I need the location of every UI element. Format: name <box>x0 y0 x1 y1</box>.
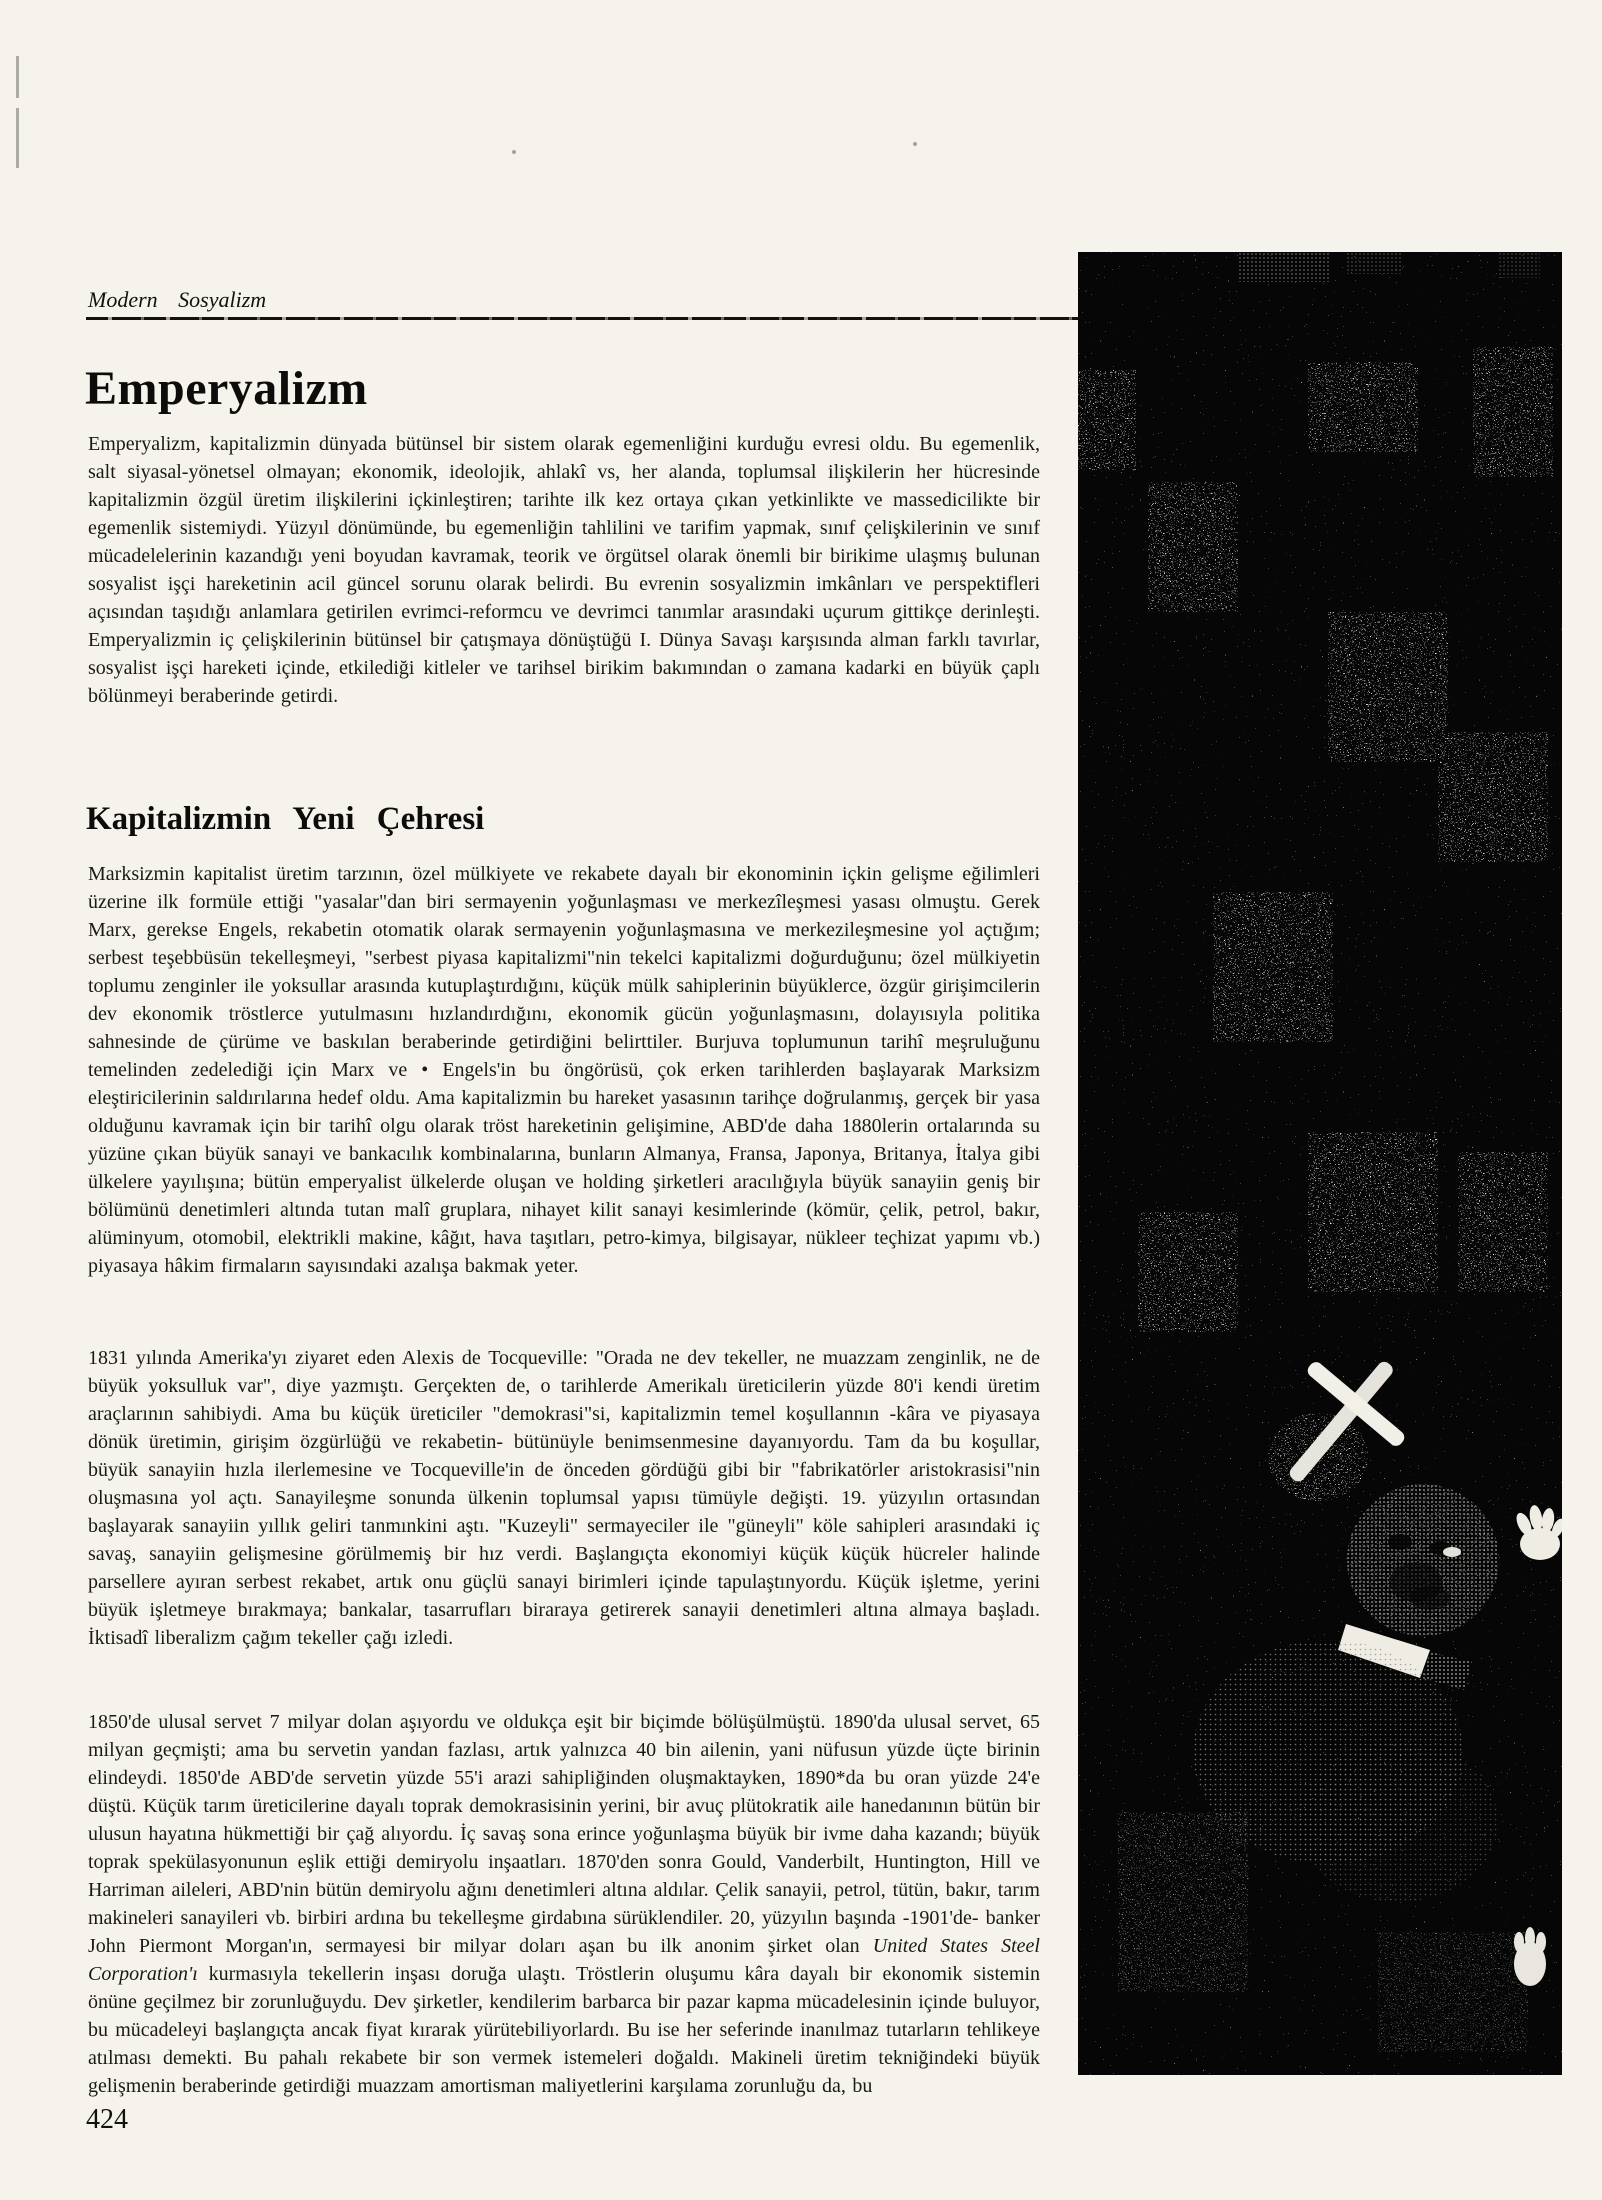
scan-artifact-dash <box>16 56 19 98</box>
body-paragraph: Marksizmin kapitalist üretim tarzının, özel mülkiyete ve rekabete dayalı bir ekonominin içkin gelişme eğilimleri üzerine ilk formüle ettiği "yasalar"dan biri sermayenin yoğunlaşması ve merkezîleşmesi yasası olmuştu. Gerek Marx, gerekse Engels, rekabetin otomatik olarak sermayenin yoğunlaşmasına ve merkezileşmesine yol açtığım; serbest teşebbüsün tekelleşmeyi, "serbest piyasa kapitalizmi"nin tekelci kapitalizmi doğurduğunu; özel mülkiyetin toplumu zenginler ile yoksullar arasında kutuplaştırdığını, küçük mülk sahiplerinin büyüklerce, özgür girişimcilerin dev ekonomik tröstlerce yutulmasını hızlandırdığını, ekonomik gücün yoğunlaşmasını, dolayısıyla politika sahnesinde de çürüme ve baskılan beraberinde getirdiğini belirttiler. Burjuva toplumunun tarihî meşruluğunu temelinden zedelediği için Marx ve • Engels'in bu öngörüsü, çok erken tarihlerden başlayarak Marksizm eleştiricilerinin saldırılarına hedef oldu. Ama kapitalizmin bu hareket yasasının tarihçe doğrulanmış, gerçek bir yasa olduğunu kavramak için bir tarihî olgu olarak tröst hareketinin gelişimine, ABD'de daha 1880lerin ortalarında su yüzüne çıkan büyük sanayi ve bankacılık kombinalarına, bunların Almanya, Fransa, Japonya, Britanya, İtalya gibi ülkelere yayılışına; bütün emperyalist ülkelerde oluşan ve holding şirketleri aracılığıyla büyük sanayiin geniş bir bölümünü denetimleri altında tutan malî gruplara, nihayet kilit sanayi kesimlerinde (kömür, çelik, petrol, bakır, alüminyum, otomobil, elektrikli makine, kâğıt, hava taşıtları, petro-kimya, bilgisayar, nükleer teçhizat yapımı vb.) piyasaya hâkim firmaların sayısındaki azalışa bakmak yeter. <box>88 863 1040 1277</box>
page-number: 424 <box>86 2104 128 2135</box>
scan-artifact-dot <box>512 150 516 154</box>
scan-artifact-dash <box>16 108 19 168</box>
section-heading: Kapitalizmin Yeni Çehresi <box>86 801 485 838</box>
running-header: Modern Sosyalizm <box>88 287 267 312</box>
lower-hand-shape <box>1514 1927 1546 1986</box>
intro-paragraph: Emperyalizm, kapitalizmin dünyada bütünsel bir sistem olarak egemenliğini kurduğu evresi oldu. Bu egemenlik, salt siyasal-yönetsel olmayan; ekonomik, ideolojik, ahlakî vs, her alanda, toplumsal ilişkilerin her hücresinde kapitalizmin özgül üretim ilişkilerini içkinleştiren; tarihte ilk kez ortaya çıkan yetkinlikte ve massedicilikte bir egemenlik sistemiydi. Yüzyıl dönümünde, bu egemenliğin tahlilini ve tarifim yapmak, sınıf çelişkilerinin ve sınıf mücadelelerinin kazandığı yeni boyudan kavramak, teorik ve örgütsel olarak önemli bir birikime ulaşmış bulunan sosyalist işçi hareketinin acil güncel sorunu olarak belirdi. Bu evrenin sosyalizmin imkânları ve perspektifleri açısından taşıdığı anlamlara getirilen evrimci-reformcu ve devrimci tanımlar arasındaki uçurum gittikçe derinleşti. Emperyalizmin iç çelişkilerinin bütünsel bir çatışmaya dönüştüğü I. Dünya Savaşı karşısında alman farklı tavırlar, sosyalist işçi hareketi içinde, etkilediği kitleler ve tarihsel birikim bakımından o zamana kadarki en büyük çaplı bölünmeyi beraberinde getirdi. <box>88 433 1040 707</box>
halftone-cartoon-svg <box>1078 252 1562 2075</box>
caricature-face <box>1347 1484 1499 1636</box>
closing-paragraph-text: 1850'de ulusal servet 7 milyar dolan aşıyordu ve oldukça eşit bir biçimde bölüşülmüştü. 1890'da ulusal servet, 65 milyan geçmişti; ama bu servetin yandan fazlası, artık yalnızca 40 bin ailenin, yani nüfusun yüzde üçte birinin elindeydi. 1850'de ABD'de servetin yüzde 55'i arazi sahipliğinden oluşmaktayken, 1890*da bu oran yüzde 24'e düştü. Küçük tarım üreticilerine dayalı toprak demokrasisinin yerini, bir avuç plütokratik aile hanedanının bütün bir ulusun hayatına hükmettiği bir çağ alıyordu. İç savaş sona erince yoğunlaşma büyük bir ivme daha kazandı; büyük toprak spekülasyonunun eşlik ettiği demiryolu inşaatları. 1870'den sonra Gould, Vanderbilt, Huntington, Hill ve Harriman aileleri, ABD'nin bütün demiryolu ağını denetimleri altına aldılar. Çelik sanayii, petrol, tütün, bakır, tarım makineleri sanayileri vb. birbiri ardına bu tekelleşme girdabına sürüklendiler. 20, yüzyılın başında -1901'de- banker John Piermont Morgan'ın, sermayesi bir milyar doları aşan bu ilk anonim şirket olan <box>88 1711 1040 1957</box>
scan-artifact-dot <box>913 142 917 146</box>
page-title: Emperyalizm <box>85 362 368 416</box>
political-cartoon-illustration <box>1078 252 1562 2075</box>
company-name-italic: United States Steel Corporation'ı <box>88 1935 1040 1985</box>
closing-paragraph <box>88 1708 1040 2100</box>
body-paragraph: 1831 yılında Amerika'yı ziyaret eden Alexis de Tocqueville: "Orada ne dev tekeller, ne muazzam zenginlik, ne de büyük yoksulluk var", diye yazmıştı. Gerçekten de, o tarihlerde Amerikalı üreticilerin yüzde 80'i kendi üretim araçlarının sahibiydi. Ama bu küçük üreticiler "demokrasi"si, kapitalizmin temel koşullannın -kâra ve piyasaya dönük üretimin, girişim özgürlüğü ve rekabetin- bütünüyle benimsenmesine dayanıyordu. Tam da bu koşullar, büyük sanayiin hızla ilerlemesine ve Tocqueville'in de önceden gördüğü gibi bir "fabrikatörler aristokrasisi"nin oluşmasına yol açtı. Sanayileşme sonunda ülkenin toplumsal yapısı tümüyle değişti. 19. yüzyılın ortasından başlayarak sanayiin yıllık geliri tanmınkini aştı. "Kuzeyli" sermayeciler ile "güneyli" köle sahipleri arasındaki iç savaş, sanayiin gelişmesine görülmemiş bir hız verdi. Başlangıçta ekonomiyi küçük küçük hücreler halinde parsellere ayıran serbest rekabet, artık onu güçlü sanayi birimleri içinde tapulaştınyordu. Küçük işletme, yerini büyük işletmeye bırakmaya; bankalar, tasarrufları biraraya getirerek sanayii denetimleri altına almaya başladı. İktisadî liberalizm çağım tekeller çağı izledi. <box>88 1347 1040 1649</box>
closing-paragraph-text: kurmasıyla tekellerin inşası doruğa ulaştı. Tröstlerin oluşumu kâra dayalı bir ekonomik sistemin önüne geçilmez bir zorunluğuydu. Dev şirketler, kendilerim barbarca bir pazar kapma mücadelesinin içinde buluyor, bu mücadeleyi başlangıçta ancak fiyat kırarak yürütebiliyorlardı. Bu ise her seferinde inanılmaz tutarların tehlikeye atılması demekti. Bu pahalı rekabete bir son vermek istemeleri doğaldı. Makineli üretim tekniğindeki büyük gelişmenin beraberinde getirdiği muazzam amortisman maliyetlerini karşılama zorunluğu da, bu <box>88 1963 1040 2097</box>
